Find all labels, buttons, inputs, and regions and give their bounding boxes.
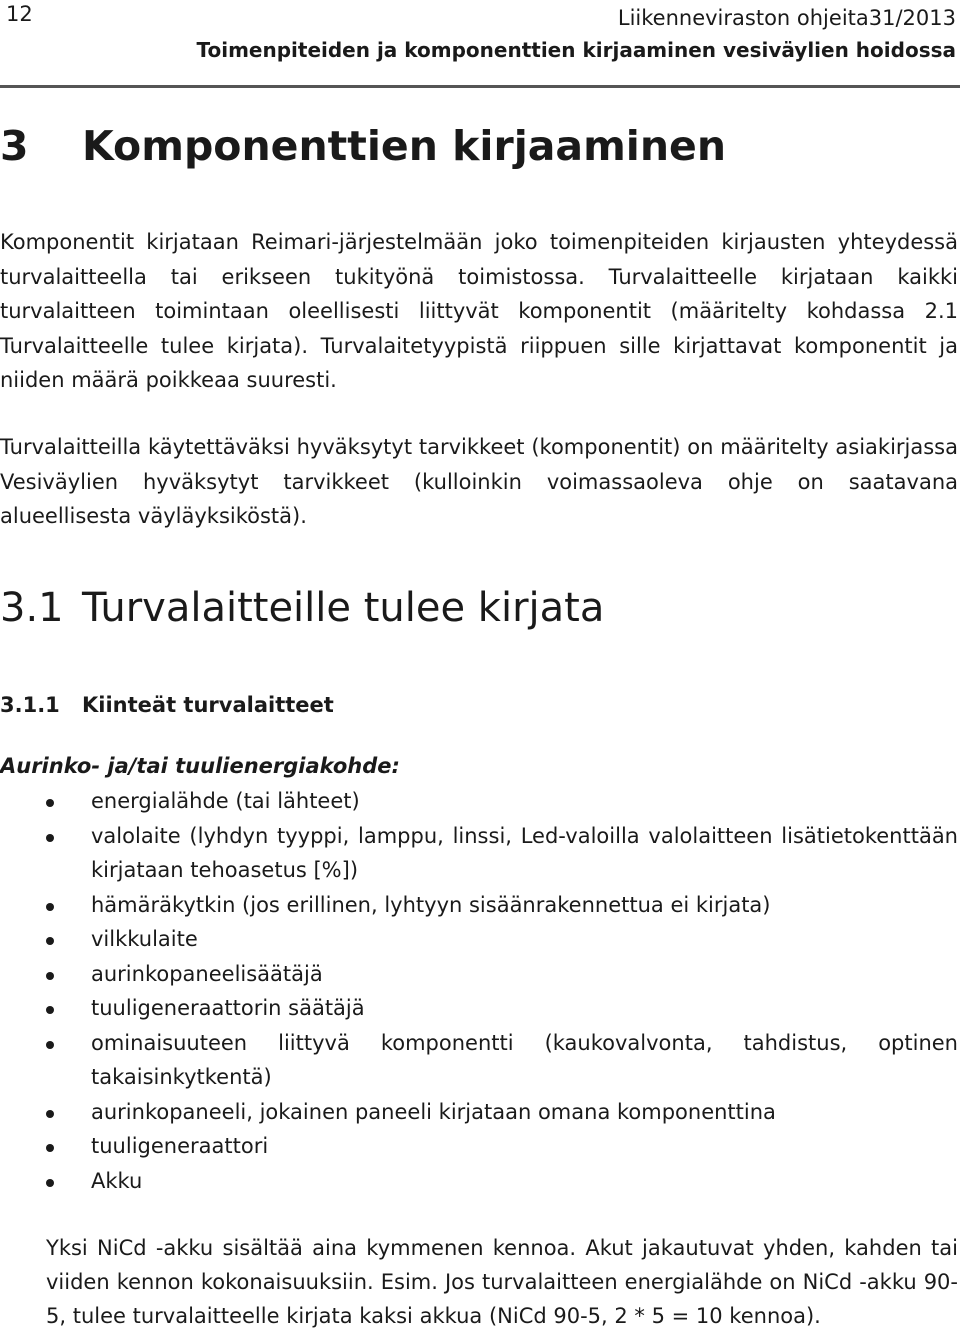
running-head	[196, 2, 956, 66]
list-item-text: energialähde (tai lähteet)	[91, 789, 360, 813]
list-item-text: Akku	[91, 1168, 143, 1193]
chapter-title: Komponenttien kirjaaminen	[82, 122, 727, 170]
bullet-icon	[46, 1041, 54, 1049]
group-title: Aurinko- ja/tai tuulienergiakohde:	[0, 754, 400, 778]
chapter-number: 3	[0, 122, 29, 170]
section-heading	[0, 585, 604, 631]
bullet-icon	[46, 903, 54, 911]
intro-paragraph-2: Turvalaitteilla käytettäväksi hyväksytyt tarvikkeet (komponentit) on määritelty asiakirjassa Vesiväylien hyväksytyt tarvikkeet (kulloinkin voimassaoleva ohje on saatavana alueellisesta väyläyksiköstä).	[0, 435, 958, 528]
bullet-icon	[46, 1006, 54, 1014]
subsection-number: 3.1.1	[0, 693, 60, 717]
section-number: 3.1	[0, 585, 64, 631]
intro-paragraph-1: Komponentit kirjataan Reimari-järjestelmään joko toimenpiteiden kirjausten yhteydessä turvalaitteella tai erikseen tukityönä toimistossa. Turvalaitteelle kirjataan kaikki turvalaitteen toimintaan oleellisesti liittyvät komponentit (määritelty kohdassa 2.1 Turvalaitteelle tulee kirjata). Turvalaitetyypistä riippuen sille kirjattavat komponentit ja niiden määrä poikkeaa suuresti.	[0, 230, 958, 392]
list-item	[0, 1164, 958, 1199]
chapter-heading	[0, 122, 726, 170]
list-item-text: tuuligeneraattorin säätäjä	[91, 996, 365, 1020]
subsection-title: Kiinteät turvalaitteet	[82, 693, 334, 717]
list-item	[0, 1026, 958, 1095]
list-item-text: aurinkopaneeli, jokainen paneeli kirjataan omana komponenttina	[91, 1099, 776, 1124]
battery-note: Yksi NiCd -akku sisältää aina kymmenen kennoa. Akut jakautuvat yhden, kahden tai viiden kennon kokonaisuuksiin. Esim. Jos turvalaitteen energialähde on NiCd -akku 90-5, tulee turvalaitteelle kirjata kaksi akkua (NiCd 90-5, 2 * 5 = 10 kennoa).	[46, 1236, 958, 1328]
bullet-icon	[46, 1110, 54, 1118]
header-divider	[0, 85, 960, 88]
component-list	[0, 784, 958, 1198]
list-item	[0, 991, 958, 1026]
list-item-text: tuuligeneraattori	[91, 1134, 269, 1158]
list-item	[0, 784, 958, 819]
subsection-heading	[0, 693, 334, 717]
bullet-icon	[46, 1179, 54, 1187]
list-item-text: hämäräkytkin (jos erillinen, lyhtyyn sisäänrakennettua ei kirjata)	[91, 892, 771, 917]
list-item	[0, 1129, 958, 1164]
document-title: Toimenpiteiden ja komponenttien kirjaaminen vesiväylien hoidossa	[196, 38, 956, 62]
section-title: Turvalaitteille tulee kirjata	[82, 585, 605, 631]
list-item	[0, 922, 958, 957]
bullet-icon	[46, 937, 54, 945]
list-item-text: aurinkopaneelisäätäjä	[91, 961, 323, 986]
bullet-icon	[46, 1144, 54, 1152]
list-item-text: valolaite (lyhdyn tyyppi, lamppu, linssi, Led-valoilla valolaitteen lisätietokenttään kirjataan tehoasetus [%])	[91, 823, 958, 882]
publication-series: Liikenneviraston ohjeita31/2013	[617, 6, 956, 30]
bullet-icon	[46, 834, 54, 842]
page-number: 12	[6, 2, 33, 26]
bullet-icon	[46, 799, 54, 807]
list-item	[0, 888, 958, 923]
bullet-icon	[46, 972, 54, 980]
list-item-text: ominaisuuteen liittyvä komponentti (kaukovalvonta, tahdistus, optinen takaisinkytkentä)	[91, 1030, 958, 1089]
list-item-text: vilkkulaite	[91, 927, 198, 951]
list-item	[0, 1095, 958, 1130]
list-item	[0, 957, 958, 992]
list-item	[0, 819, 958, 888]
